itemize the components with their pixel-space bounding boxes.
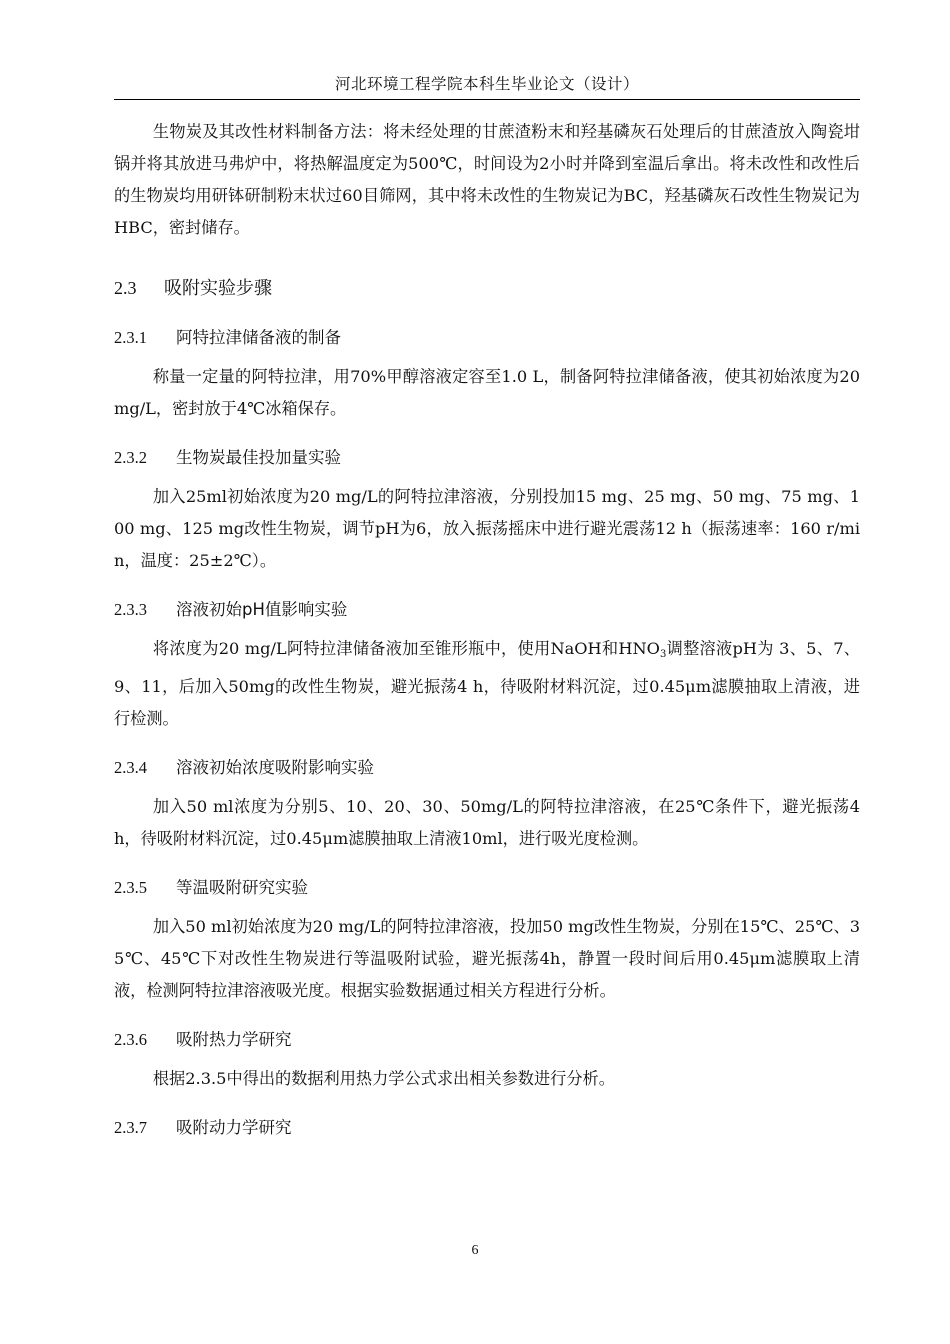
- subsection-number: 2.3.7: [114, 1118, 147, 1137]
- subsection-title: 生物炭最佳投加量实验: [176, 448, 341, 467]
- subsection-number: 2.3.4: [114, 758, 147, 777]
- subsection-heading-2-3-1: [114, 325, 860, 351]
- subsection-title: 等温吸附研究实验: [176, 878, 308, 897]
- subsection-title: 阿特拉津储备液的制备: [176, 328, 341, 347]
- document-body: [114, 116, 860, 1141]
- subsection-paragraph-2-3-6: 根据2.3.5中得出的数据利用热力学公式求出相关参数进行分析。: [152, 1069, 615, 1088]
- subsection-heading-2-3-3: [114, 597, 860, 623]
- subsection-heading-2-3-4: [114, 755, 860, 781]
- subsection-heading-2-3-2: [114, 445, 860, 471]
- subscript-text: 3: [659, 649, 667, 660]
- page-header-title: 河北环境工程学院本科生毕业论文（设计）: [334, 75, 639, 93]
- page-number: 6: [471, 1243, 479, 1258]
- subsection-heading-2-3-6: [114, 1027, 860, 1053]
- subsection-title: 溶液初始浓度吸附影响实验: [176, 758, 374, 777]
- subsection-paragraph-2-3-2: 加入25ml初始浓度为20 mg/L的阿特拉津溶液，分别投加15 mg、25 mg、50 mg、75 mg、100 mg、125 mg改性生物炭，调节pH为6，放入振荡摇床中进行避光震荡12 h（振荡速率：160 r/min，温度：25±2℃）。: [114, 487, 860, 570]
- subsection-number: 2.3.6: [114, 1030, 147, 1049]
- subsection-paragraph-2-3-5: 加入50 ml初始浓度为20 mg/L的阿特拉津溶液，投加50 mg改性生物炭，分别在15℃、25℃、35℃、45℃下对改性生物炭进行等温吸附试验，避光振荡4h，静置一段时间后用0.45μm滤膜取上清液，检测阿特拉津溶液吸光度。根据实验数据通过相关方程进行分析。: [114, 917, 860, 1000]
- subsection-number: 2.3.1: [114, 328, 147, 347]
- paragraph-text-part: 将浓度为20 mg/L阿特拉津储备液加至锥形瓶中，使用NaOH和HNO: [152, 639, 660, 658]
- subsection-paragraph-2-3-3: [114, 633, 860, 735]
- section-number: 2.3: [114, 278, 137, 298]
- subsection-paragraph-2-3-1: 称量一定量的阿特拉津，用70%甲醇溶液定容至1.0 L，制备阿特拉津储备液，使其初始浓度为20 mg/L，密封放于4℃冰箱保存。: [114, 367, 860, 418]
- subsection-number: 2.3.3: [114, 600, 147, 619]
- subsection-heading-2-3-7: [114, 1115, 860, 1141]
- subsection-title: 吸附动力学研究: [176, 1118, 292, 1137]
- subsection-title: 溶液初始pH值影响实验: [176, 600, 348, 619]
- subsection-heading-2-3-5: [114, 875, 860, 901]
- subsection-paragraph-2-3-4: 加入50 ml浓度为分别5、10、20、30、50mg/L的阿特拉津溶液，在25℃条件下，避光振荡4h，待吸附材料沉淀，过0.45μm滤膜抽取上清液10ml，进行吸光度检测。: [114, 797, 860, 848]
- section-heading-2-3: [114, 274, 860, 303]
- subsection-number: 2.3.5: [114, 878, 147, 897]
- intro-paragraph: 生物炭及其改性材料制备方法：将未经处理的甘蔗渣粉末和羟基磷灰石处理后的甘蔗渣放入陶瓷坩锅并将其放进马弗炉中，将热解温度定为500℃，时间设为2小时并降到室温后拿出。将未改性和改性后的生物炭均用研钵研制粉末状过60目筛网，其中将未改性的生物炭记为BC，羟基磷灰石改性生物炭记为HBC，密封储存。: [114, 122, 860, 237]
- subsection-number: 2.3.2: [114, 448, 147, 467]
- section-title: 吸附实验步骤: [164, 278, 272, 299]
- paragraph-text-part: 调整溶液pH为 3、5、7、9、11，后加入50mg的改性生物炭，避光振荡4 h，待吸附材料沉淀，过0.45μm滤膜抽取上清液，进行检测。: [114, 639, 860, 728]
- header-divider: [114, 99, 860, 100]
- subsection-title: 吸附热力学研究: [176, 1030, 292, 1049]
